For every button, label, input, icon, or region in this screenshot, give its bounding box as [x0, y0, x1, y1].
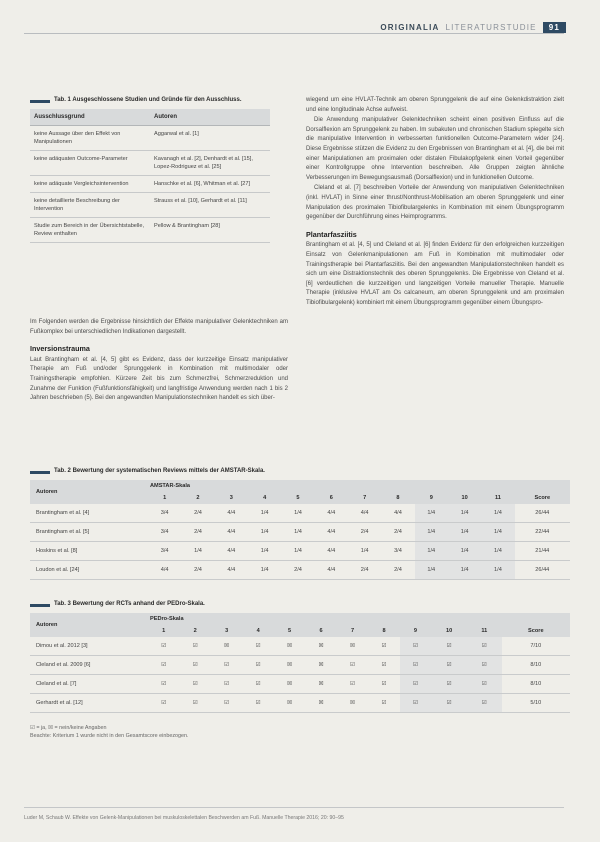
table-cell: 21/44	[515, 542, 570, 561]
table1-cell: keine adäquaten Outcome-Parameter	[30, 151, 150, 176]
caption-bar	[30, 471, 50, 474]
column-header: 5	[274, 625, 305, 637]
table-cell: 1/4	[448, 542, 481, 561]
table-cell: 2/4	[348, 561, 381, 580]
table-cell: 1/4	[281, 542, 314, 561]
table3-label: Tab. 3	[54, 601, 71, 607]
table2	[30, 480, 570, 580]
table-cell: 1/4	[248, 561, 281, 580]
table-cell: 1/4	[448, 561, 481, 580]
caption-bar	[30, 100, 50, 103]
column-header: 7	[337, 625, 368, 637]
column-header: 9	[415, 492, 448, 504]
column-header: 7	[348, 492, 381, 504]
column-header: 8	[368, 625, 399, 637]
table1-caption	[30, 97, 275, 103]
table1-block	[30, 97, 275, 243]
table-cell: ☑	[242, 675, 273, 694]
table-cell: ☒	[337, 637, 368, 656]
table-cell: 2/4	[181, 504, 214, 523]
table-cell: 1/4	[248, 523, 281, 542]
table-cell: ☒	[305, 675, 336, 694]
table-cell: ☑	[242, 637, 273, 656]
table1-title: Ausgeschlossene Studien und Gründe für den Ausschluss.	[72, 97, 242, 103]
column-header: 8	[381, 492, 414, 504]
column-header: 11	[467, 625, 502, 637]
left-column	[30, 318, 288, 405]
table2-author-header: Autoren	[30, 480, 148, 504]
row-author: Cleland et al. 2009 [6]	[30, 656, 148, 675]
table-cell: ☑	[211, 694, 242, 713]
column-header: Score	[502, 625, 570, 637]
heading-inversionstrauma: Inversionstrauma	[30, 344, 90, 354]
table1-cell: Aggarwal et al. [1]	[150, 126, 270, 151]
table1-cell: Pellow & Brantingham [28]	[150, 218, 270, 243]
footer-rule	[24, 807, 564, 808]
table1	[30, 109, 270, 243]
table-row	[30, 126, 270, 151]
table-cell: 4/4	[315, 561, 348, 580]
table1-header-authors: Autoren	[150, 109, 270, 126]
table-cell: 1/4	[248, 504, 281, 523]
table-cell: 22/44	[515, 523, 570, 542]
table-cell: 1/4	[448, 504, 481, 523]
table3-note-criterion: Beachte: Kriterium 1 wurde nicht in den Gesamtscore einbezogen.	[30, 733, 189, 739]
table-cell: ☑	[211, 656, 242, 675]
heading-plantarfasziitis: Plantarfasziitis	[306, 229, 357, 239]
page-number: 91	[543, 22, 566, 33]
table-cell: ☑	[242, 656, 273, 675]
table-cell: ☑	[467, 656, 502, 675]
row-author: Brantingham et al. [4]	[30, 504, 148, 523]
column-header: 3	[211, 625, 242, 637]
table1-label: Tab. 1	[54, 97, 71, 103]
table3	[30, 613, 570, 713]
table1-cell: Hanschke et al. [6], Whitman et al. [27]	[150, 176, 270, 193]
table-cell: ☑	[368, 637, 399, 656]
table-cell: 8/10	[502, 675, 570, 694]
table-cell: ☑	[211, 675, 242, 694]
table-cell: 2/4	[281, 561, 314, 580]
table-cell: 8/10	[502, 656, 570, 675]
table-cell: ☒	[305, 694, 336, 713]
table2-scale-header: AMSTAR-Skala	[148, 480, 570, 492]
table-cell: 1/4	[481, 561, 514, 580]
table-cell: 3/4	[148, 504, 181, 523]
right-column	[306, 96, 564, 309]
table-row	[30, 523, 570, 542]
table-cell: ☒	[305, 637, 336, 656]
table-cell: ☑	[400, 675, 431, 694]
column-header: 4	[242, 625, 273, 637]
table-cell: ☑	[368, 656, 399, 675]
table-cell: 4/4	[348, 504, 381, 523]
table1-cell: Studie zum Bereich in der Übersichtstabelle, Review enthalten	[30, 218, 150, 243]
table-cell: ☒	[274, 675, 305, 694]
table-cell: 4/4	[315, 542, 348, 561]
table-row	[30, 176, 270, 193]
paragraph: Die Anwendung manipulativer Gelenktechniken scheint einen positiven Einfluss auf die Dorsalflexion am Sprunggelenk zu haben. Im subakuten und chronischen Stadium spiegelte sich die manipulative Intervention in verbesserten funktionellen Outcome-Parametern wider [24]. Diese Ergebnisse stützen die Evidenz zu den Ergebnissen von Brantingham et al. [4], die bei mit einer Manipulationen am proximalen oder distalen Fibulakopfgelenk einen Vorteil gegenüber einer Kontrollgruppe ohne Intervention beschreiben. Alle Gruppen zeigten ähnliche Verbesserungen im Bewegungsausmaß (Dorsalflexion) und in funktionellen Outcome.	[306, 117, 564, 181]
header-subsection: LITERATURSTUDIE	[445, 23, 537, 32]
table-cell: ☑	[400, 637, 431, 656]
table-cell: 1/4	[415, 504, 448, 523]
table-cell: ☑	[337, 675, 368, 694]
running-header	[380, 22, 566, 33]
table2-title: Bewertung der systematischen Reviews mittels der AMSTAR-Skala.	[72, 468, 265, 474]
column-header: 10	[448, 492, 481, 504]
column-header: 9	[400, 625, 431, 637]
table3-notes	[30, 724, 189, 740]
table-cell: 1/4	[348, 542, 381, 561]
table-row	[30, 637, 570, 656]
caption-bar	[30, 604, 50, 607]
table-cell: 1/4	[248, 542, 281, 561]
paragraph: wiegend um eine HVLAT-Technik am oberen Sprunggelenk die auf eine Gelenkdistraktion zielt und eine longitudinale Achse aufweist.	[306, 97, 564, 113]
table-cell: ☑	[148, 637, 179, 656]
table-cell: 26/44	[515, 561, 570, 580]
row-author: Cleland et al. [7]	[30, 675, 148, 694]
table-cell: ☒	[274, 694, 305, 713]
table-cell: ☑	[431, 637, 467, 656]
table-cell: 4/4	[315, 523, 348, 542]
table-row	[30, 656, 570, 675]
column-header: 5	[281, 492, 314, 504]
table-cell: 1/4	[415, 523, 448, 542]
header-section: ORIGINALIA	[380, 23, 440, 32]
paragraph: Laut Brantingham et al. [4, 5] gibt es Evidenz, dass der kurzzeitige Einsatz manipulativer Therapie am Fuß und/oder Sprunggelenk in Kombination mit multimodaler oder Trainingstherapie empfohlen. Kürzere Zeit bis zum Schmerzfrei, Schmerzreduktion und Zunahme der Funktion (Fußfunktionsfähigkeit) und langfristige Anwendung werden nach 1 bis 2 Jahren beschrieben (5). Bei den angewandten Manipulationstechniken handelt es sich über-	[30, 356, 288, 402]
paragraph: Im Folgenden werden die Ergebnisse hinsichtlich der Effekte manipulativer Gelenktechniken am Fußkomplex bei unterschiedlichen Indikationen dargestellt.	[30, 319, 288, 335]
column-header: 1	[148, 625, 179, 637]
table-cell: ☒	[211, 637, 242, 656]
table-cell: 5/10	[502, 694, 570, 713]
table-cell: ☑	[179, 675, 210, 694]
column-header: 6	[305, 625, 336, 637]
table-cell: 2/4	[348, 523, 381, 542]
column-header: 6	[315, 492, 348, 504]
table-cell: 4/4	[215, 561, 248, 580]
table-cell: 1/4	[481, 523, 514, 542]
row-author: Brantingham et al. [5]	[30, 523, 148, 542]
table-row	[30, 694, 570, 713]
row-author: Loudon et al. [24]	[30, 561, 148, 580]
table-row	[30, 675, 570, 694]
table-cell: ☒	[274, 637, 305, 656]
table3-note-legend: ☑ = ja, ☒ = nein/keine Angaben	[30, 725, 107, 731]
table-cell: ☑	[179, 694, 210, 713]
table-cell: ☑	[467, 637, 502, 656]
table-cell: 1/4	[415, 561, 448, 580]
table2-label: Tab. 2	[54, 468, 71, 474]
table-cell: 4/4	[215, 504, 248, 523]
column-header: Score	[515, 492, 570, 504]
table1-cell: keine Aussage über den Effekt von Manipulationen	[30, 126, 150, 151]
column-header: 1	[148, 492, 181, 504]
table3-title: Bewertung der RCTs anhand der PEDro-Skala.	[72, 601, 205, 607]
table1-cell: Kavanagh et al. [2], Denhardt et al. [15], Lopez-Rodriguez et al. [25]	[150, 151, 270, 176]
table1-cell: keine detaillierte Beschreibung der Intervention	[30, 193, 150, 218]
table-cell: ☑	[467, 694, 502, 713]
paragraph: Brantingham et al. [4, 5] und Cleland et al. [6] finden Evidenz für den erfolgreichen kurzzeitigen Einsatz von Gelenkmanipulationen am Fuß in Kombination mit multimodaler oder Trainingstherapie bei Plantarfasziitis. Bei den angewandten Manipulationstechniken handelt es sich um eine Distraktionstechnik des oberen Sprunggelenks. Die Ergebnisse von Cleland et al. [6] verdeutlichen die kurzzeitigen und langzeitigen Vorteile manueller Therapie. Manuelle Therapie (inklusive HVLAT am Os calcaneum, am oberen Sprunggelenk und am proximalen Tibiofibulargelenk) kombiniert mit einem Übungsprogramm gegenüber einem Übungspro-	[306, 242, 564, 306]
table-cell: 1/4	[448, 523, 481, 542]
table-cell: ☑	[431, 656, 467, 675]
table3-block	[30, 601, 570, 713]
table-cell: ☑	[148, 656, 179, 675]
table-row	[30, 542, 570, 561]
table-cell: 26/44	[515, 504, 570, 523]
table-cell: 1/4	[181, 542, 214, 561]
column-header: 2	[181, 492, 214, 504]
table-row	[30, 218, 270, 243]
table-cell: ☑	[337, 656, 368, 675]
table-cell: ☑	[368, 675, 399, 694]
table-row	[30, 561, 570, 580]
citation-footer: Luder M, Schaub W. Effekte von Gelenk-Manipulationen bei muskuloskelettalen Beschwerden am Fuß. Manuelle Therapie 2016; 20: 90–95	[24, 815, 344, 821]
row-author: Gerhardt et al. [12]	[30, 694, 148, 713]
table1-cell: keine adäquate Vergleichsintervention	[30, 176, 150, 193]
paragraph: Cleland et al. [7] beschreiben Vorteile der Anwendung von manipulativen Gelenktechniken (inkl. HVLAT) in Sinne einer thrust/Nonthrust-Mobilisation am oberen Sprunggelenk und einer Manipulation des proximalen Tibiofibulargelenks in Kombination mit einem Übungsprogramm gegenüber der Durchführung eines Heimprogramms.	[306, 185, 564, 221]
table-cell: 3/4	[148, 523, 181, 542]
table-cell: ☑	[148, 694, 179, 713]
table-cell: ☑	[400, 694, 431, 713]
table-cell: ☒	[337, 694, 368, 713]
table-cell: ☑	[400, 656, 431, 675]
table-cell: 3/4	[381, 542, 414, 561]
table-cell: 1/4	[281, 504, 314, 523]
table1-header-reason: Ausschlussgrund	[30, 109, 150, 126]
table-cell: 4/4	[381, 504, 414, 523]
table-cell: 2/4	[381, 523, 414, 542]
row-author: Hoskins et al. [8]	[30, 542, 148, 561]
table-cell: 4/4	[215, 542, 248, 561]
table-cell: ☑	[179, 656, 210, 675]
table-cell: ☑	[179, 637, 210, 656]
table3-scale-header: PEDro-Skala	[148, 613, 570, 625]
table-row	[30, 193, 270, 218]
table-cell: 2/4	[381, 561, 414, 580]
table2-block	[30, 468, 570, 580]
table-cell: 1/4	[481, 504, 514, 523]
table-cell: 4/4	[315, 504, 348, 523]
table-row	[30, 151, 270, 176]
table-cell: 4/4	[215, 523, 248, 542]
table-cell: ☒	[274, 656, 305, 675]
column-header: 3	[215, 492, 248, 504]
column-header: 4	[248, 492, 281, 504]
table-cell: 3/4	[148, 542, 181, 561]
row-author: Dimou et al. 2012 [3]	[30, 637, 148, 656]
table-cell: 1/4	[481, 542, 514, 561]
table-cell: ☑	[431, 694, 467, 713]
table-cell: ☑	[148, 675, 179, 694]
table-cell: ☑	[368, 694, 399, 713]
column-header: 2	[179, 625, 210, 637]
table-cell: 1/4	[415, 542, 448, 561]
column-header: 11	[481, 492, 514, 504]
table-cell: 2/4	[181, 523, 214, 542]
table-cell: ☑	[467, 675, 502, 694]
table-cell: 7/10	[502, 637, 570, 656]
table1-cell: Strauss et al. [10], Gerhardt et al. [11]	[150, 193, 270, 218]
table-cell: ☑	[431, 675, 467, 694]
table3-author-header: Autoren	[30, 613, 148, 637]
table-cell: 4/4	[148, 561, 181, 580]
header-rule	[24, 33, 564, 34]
table-cell: ☑	[242, 694, 273, 713]
table2-caption	[30, 468, 570, 474]
table-cell: 1/4	[281, 523, 314, 542]
column-header: 10	[431, 625, 467, 637]
table3-caption	[30, 601, 570, 607]
table-row	[30, 504, 570, 523]
table-cell: ☒	[305, 656, 336, 675]
table-cell: 2/4	[181, 561, 214, 580]
